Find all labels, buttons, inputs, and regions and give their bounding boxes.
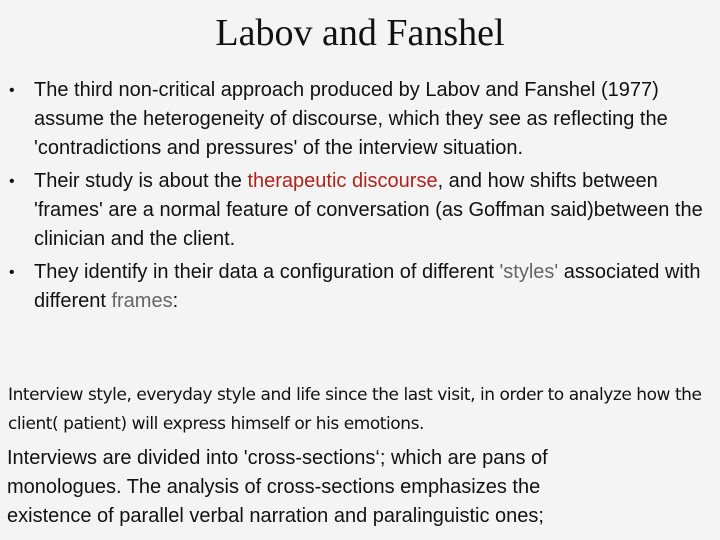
bullet-item-1 <box>0 76 720 163</box>
cross-sections-line-2: monologues. The analysis of cross-sections emphasizes the <box>7 476 541 498</box>
highlighted-term: therapeutic discourse <box>247 170 438 192</box>
bullet-text-before: They identify in their data a configuration of different <box>34 261 500 283</box>
bullet-icon: • <box>9 173 15 190</box>
bullet-icon: • <box>9 264 15 281</box>
bullet-text <box>34 261 701 312</box>
bullet-list <box>0 76 720 320</box>
bullet-item-2 <box>0 167 720 254</box>
cross-sections-line-3: existence of parallel verbal narration and paralinguistic ones; <box>7 505 544 527</box>
styles-term: 'styles' <box>499 261 559 283</box>
bullet-text <box>34 170 703 250</box>
slide-title: Labov and Fanshel <box>215 12 505 54</box>
cross-sections-line-1: Interviews are divided into 'cross-sections‘; which are pans of <box>7 447 548 469</box>
bullet-icon: • <box>9 82 15 99</box>
bullet-text-after: , and how shifts between 'frames' are a normal feature of conversation (as Goffman said)between the clinician and the client. <box>34 170 703 250</box>
bullet-text-before: Their study is about the <box>34 170 248 192</box>
bullet-text-after: : <box>172 290 179 312</box>
bullet-text: The third non-critical approach produced by Labov and Fanshel (1977) assume the heterogeneity of discourse, which they see as reflecting the 'contradictions and pressures' of the interview situation. <box>34 79 668 159</box>
bullet-item-3 <box>0 258 720 316</box>
interview-styles-paragraph: Interview style, everyday style and life since the last visit, in order to analyze how the client( patient) will express himself or his emotions. <box>8 385 702 434</box>
cross-sections-paragraph <box>7 444 719 531</box>
bullet-text-middle: associated with different <box>34 261 701 312</box>
frames-term: frames <box>111 290 173 312</box>
